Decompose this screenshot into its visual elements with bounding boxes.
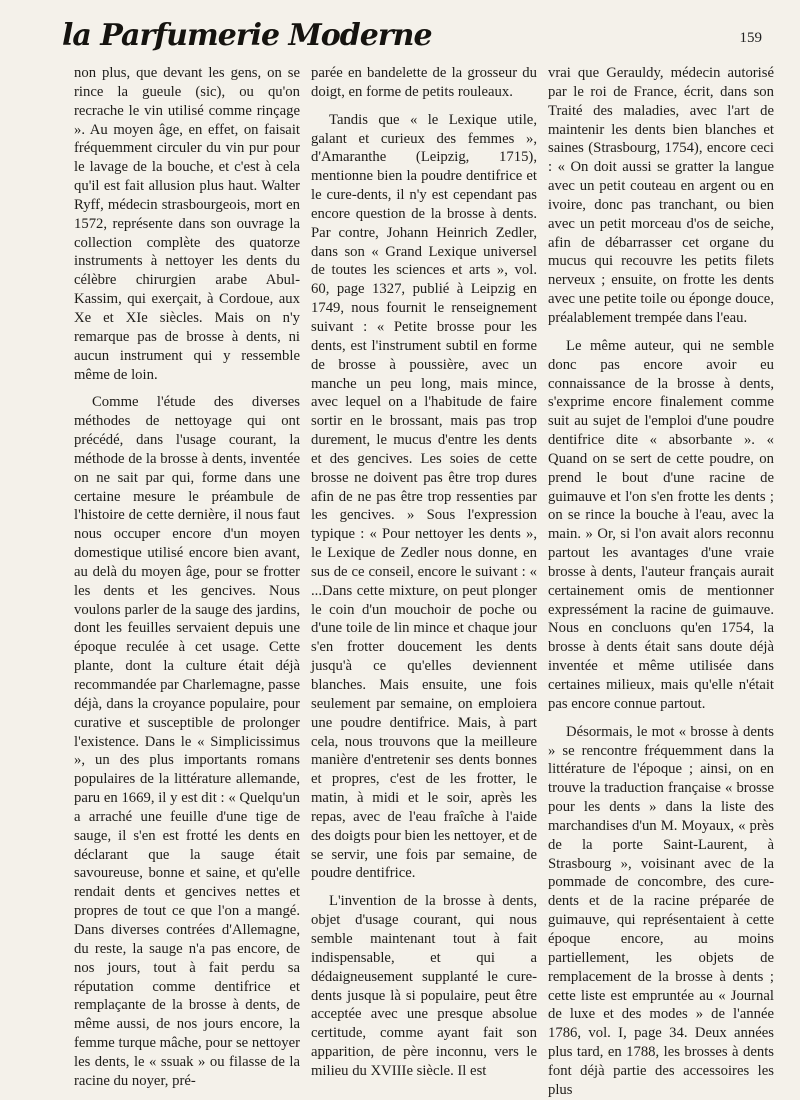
- column-1: [74, 64, 300, 1089]
- masthead-logo: la Parfumerie Moderne: [62, 18, 432, 53]
- paragraph: L'invention de la brosse à dents, objet d'usage courant, qui nous semble maintenant tout à fait indispensable, et qui a dédaigneusement supplanté le cure-dents jusque là si populaire, peut être acceptée avec une presque absolue certitude, comme ayant fait son apparition, de père inconnu, vers le milieu du XVIIIe siècle. Il est: [311, 893, 537, 1079]
- paragraph: Tandis que « le Lexique utile, galant et curieux des femmes », d'Amaranthe (Leipzig, 1715), mentionne bien la poudre dentifrice et le cure-dents, il n'y est cependant pas encore question de la brosse à dents. Par contre, Johann Heinrich Zedler, dans son « Grand Lexique universel de toutes les sciences et arts », vol. 60, page 1327, publié à Leipzig en 1749, nous fournit le renseignement suivant : « Petite brosse pour les dents, est l'instrument subtil en forme de brosse à poussière, avec un manche un peu long, mais mince, avec lequel on a l'habitude de faire sortir en le brossant, mais pas trop durement, le mucus d'entre les dents et des gencives. Les soies de cette brosse ne doivent pas être trop dures afin de ne pas être trop ressenties par les gencives. » Sous l'expression typique : « Pour nettoyer les dents », le Lexique de Zedler nous donne, en sus de ce conseil, encore le suivant : « ...Dans cette mixture, on peut plonger le coin d'un mouchoir de poche ou d'une toile de lin mince et chaque jour s'en frotter doucement les dents jusqu'à ce qu'elles deviennent blanches. Mais ensuite, une fois seulement par semaine, on emploiera une poudre dentifrice. Mais, à part cela, nous trouvons que la meilleure manière d'entretenir ses dents bonnes et propres, c'est de les frotter, le matin, à midi et le soir, après les repas, avec de l'eau fraîche à l'aide des doigts pour bien les nettoyer, et de se servir, une fois par semaine, de poudre dentifrice.: [311, 111, 537, 882]
- page-number: 159: [739, 30, 762, 46]
- column-3: [548, 64, 774, 1098]
- paragraph: Le même auteur, qui ne semble donc pas encore avoir eu connaissance de la brosse à dents, s'exprime encore finalement comme suit au sujet de l'emploi d'une poudre dentifrice dite « absorbante ». « Quand on se sert de cette poudre, on prend le bout d'une racine de guimauve et l'on s'en frotte les dents ; on se rince la bouche à l'eau, avec la main. » Or, si l'on avait alors reconnu partout les avantages d'une vraie brosse à dents, l'auteur français aurait certainement omis de mentionner expressément la racine de guimauve. Nous en concluons qu'en 1754, la brosse à dents était sans doute déjà inventée et même utilisée dans certaines milieux, mais qu'elle n'était pas encore connue partout.: [548, 337, 774, 712]
- paragraph: parée en bandelette de la grosseur du doigt, en forme de petits rouleaux.: [311, 65, 537, 100]
- paragraph: Comme l'étude des diverses méthodes de nettoyage qui ont précédé, dans l'usage courant, la méthode de la brosse à dents, inventée on ne sait par qui, forme dans une certaine mesure le préambule de l'histoire de cette dernière, il nous faut nous occuper encore d'un moyen domestique utilisé encore bien avant, au delà du moyen âge, pour se frotter les dents et les gencives. Nous voulons parler de la sauge des jardins, dont les feuilles servaient depuis une époque reculée à cet usage. Cette plante, dont la culture était déjà recommandée par Charlemagne, passe déjà, dans la croyance populaire, pour curative et susceptible de prolonger l'existence. Dans le « Simplicissimus », un des plus importants romans populaires de la littérature allemande, paru en 1669, il y est dit : « Quelqu'un a arraché une feuille d'une tige de sauge, il s'en est frotté les dents en déclarant que la sauge était savoureuse, bonne et saine, et qu'elle rendait dents et gencives nettes et propres de tout ce que l'on a mangé. Dans diverses contrées d'Allemagne, du reste, la sauge n'a pas encore, de nos jours, tout à fait perdu sa réputation comme dentifrice et remplaçante de la brosse à dents, de même aussi, de nos jours encore, la femme turque mâche, pour se nettoyer les dents, le « ssuak » ou filasse de la racine du noyer, pré-: [74, 394, 300, 1089]
- column-2: [311, 64, 537, 1079]
- paragraph: Désormais, le mot « brosse à dents » se rencontre fréquemment dans la littérature de l'époque ; ainsi, on en trouve la traduction française « brosse pour les dents » dans la liste des marchandises d'un M. Moyaux, « près de la porte Saint-Laurent, à Strasbourg », voisinant avec de la pommade de concombre, des cure-dents et de la racine préparée de guimauve, qui représentaient à cette époque encore, au moins partiellement, les objets de remplacement de la brosse à dents ; cette liste est empruntée au « Journal de luxe et des modes » de l'année 1786, vol. I, page 34. Deux années plus tard, en 1788, les brosses à dents font déjà partie des accessoires les plus: [548, 723, 774, 1098]
- paragraph: non plus, que devant les gens, on se rince la gueule (sic), ou qu'on recrache le vin utilisé comme rinçage ». Au moyen âge, en effet, on faisait fréquemment circuler du vin pur pour le lavage de la bouche, et c'est à cela qu'il est fait allusion plus haut. Walter Ryff, médecin strasbourgeois, mort en 1572, représente dans son ouvrage la collection complète des quatorze instruments à nettoyer les dents du célèbre chirurgien arabe Abul-Kassim, qui exerçait, à Cordoue, aux Xe et XIe siècles. Mais on n'y remarque pas de brosse à dents, ni aucun instrument qui y ressemble même de loin.: [74, 65, 300, 383]
- paragraph: vrai que Gerauldy, médecin autorisé par le roi de France, écrit, dans son Traité des maladies, avec l'art de maintenir les dents bien blanches et saines (Strasbourg, 1754), encore ceci : « On doit aussi se gratter la langue avec un petit couteau en argent ou en ivoire, donc pas tranchant, ou bien avec un petit morceau d'os de seiche, afin de débarrasser cet organe du mucus qui recouvre les petits filets nerveux ; ensuite, on frotte les dents avec une petite toile ou éponge douce, préalablement trempée dans l'eau.: [548, 65, 774, 326]
- article-columns: [74, 64, 774, 1098]
